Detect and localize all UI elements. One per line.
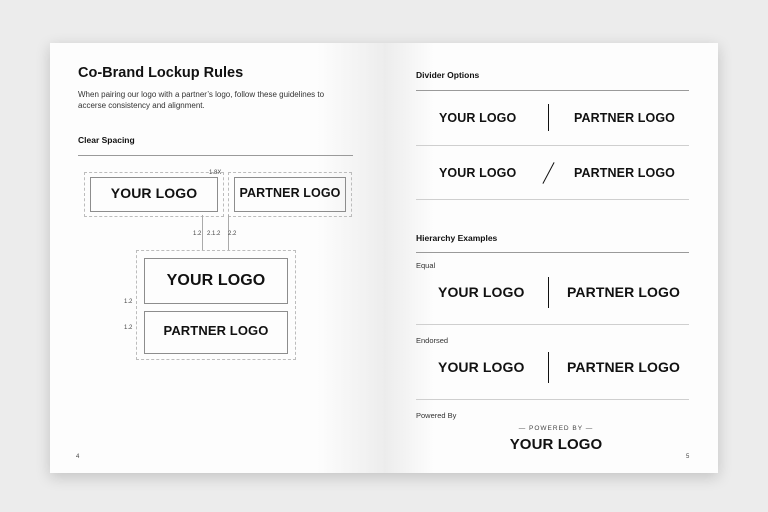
spacing-label-mid-3: 2.2 bbox=[228, 231, 237, 237]
page-number-left: 4 bbox=[76, 454, 80, 460]
page-title: Co-Brand Lockup Rules bbox=[78, 65, 244, 81]
powered-by-label: Powered By bbox=[416, 411, 457, 420]
section-rule bbox=[78, 155, 353, 156]
spacing-label-top: 1.8X bbox=[209, 170, 222, 176]
spacing-label-mid-2: 2.1.2 bbox=[207, 231, 221, 237]
row-separator bbox=[416, 324, 689, 325]
section-rule bbox=[416, 90, 689, 91]
divider-options-heading: Divider Options bbox=[416, 70, 480, 80]
divider-vertical-bar bbox=[548, 104, 549, 131]
left-page bbox=[50, 43, 384, 473]
divider-row2-your-logo: YOUR LOGO bbox=[439, 166, 517, 180]
vertical-spacing-label-1: 1.2 bbox=[124, 299, 133, 305]
endorsed-label: Endorsed bbox=[416, 336, 449, 345]
connector-line-left bbox=[202, 215, 203, 250]
partner-logo: PARTNER LOGO bbox=[239, 186, 341, 200]
row-separator bbox=[416, 145, 689, 146]
equal-partner-logo: PARTNER LOGO bbox=[567, 284, 680, 300]
your-logo: YOUR LOGO bbox=[110, 185, 198, 201]
brochure-spread bbox=[50, 43, 718, 473]
intro-text: When pairing our logo with a partner’s logo, follow these guidelines to accerse consistency and alignment. bbox=[78, 90, 325, 110]
divider-row1-your-logo: YOUR LOGO bbox=[439, 111, 517, 125]
vertical-your-logo: YOUR LOGO bbox=[166, 272, 266, 289]
equal-your-logo: YOUR LOGO bbox=[438, 284, 525, 300]
powered-by-your-logo: YOUR LOGO bbox=[509, 436, 603, 453]
divider-row2-partner-logo: PARTNER LOGO bbox=[574, 166, 675, 180]
endorsed-divider bbox=[548, 352, 549, 383]
spacing-label-mid-1: 1.2 bbox=[193, 231, 202, 237]
hierarchy-heading: Hierarchy Examples bbox=[416, 233, 498, 243]
vertical-spacing-label-2: 1.2 bbox=[124, 325, 133, 331]
right-page bbox=[384, 43, 718, 473]
page-number-right: 5 bbox=[686, 454, 690, 460]
divider-slash bbox=[542, 162, 554, 184]
powered-by-tagline: — POWERED BY — bbox=[518, 425, 594, 432]
clear-spacing-heading: Clear Spacing bbox=[78, 135, 135, 145]
endorsed-partner-logo: PARTNER LOGO bbox=[567, 359, 680, 375]
endorsed-your-logo: YOUR LOGO bbox=[438, 359, 525, 375]
equal-divider bbox=[548, 277, 549, 308]
section-rule bbox=[416, 252, 689, 253]
vertical-partner-logo: PARTNER LOGO bbox=[163, 323, 269, 338]
equal-label: Equal bbox=[416, 261, 436, 270]
row-separator bbox=[416, 399, 689, 400]
divider-row1-partner-logo: PARTNER LOGO bbox=[574, 111, 675, 125]
row-separator bbox=[416, 199, 689, 200]
